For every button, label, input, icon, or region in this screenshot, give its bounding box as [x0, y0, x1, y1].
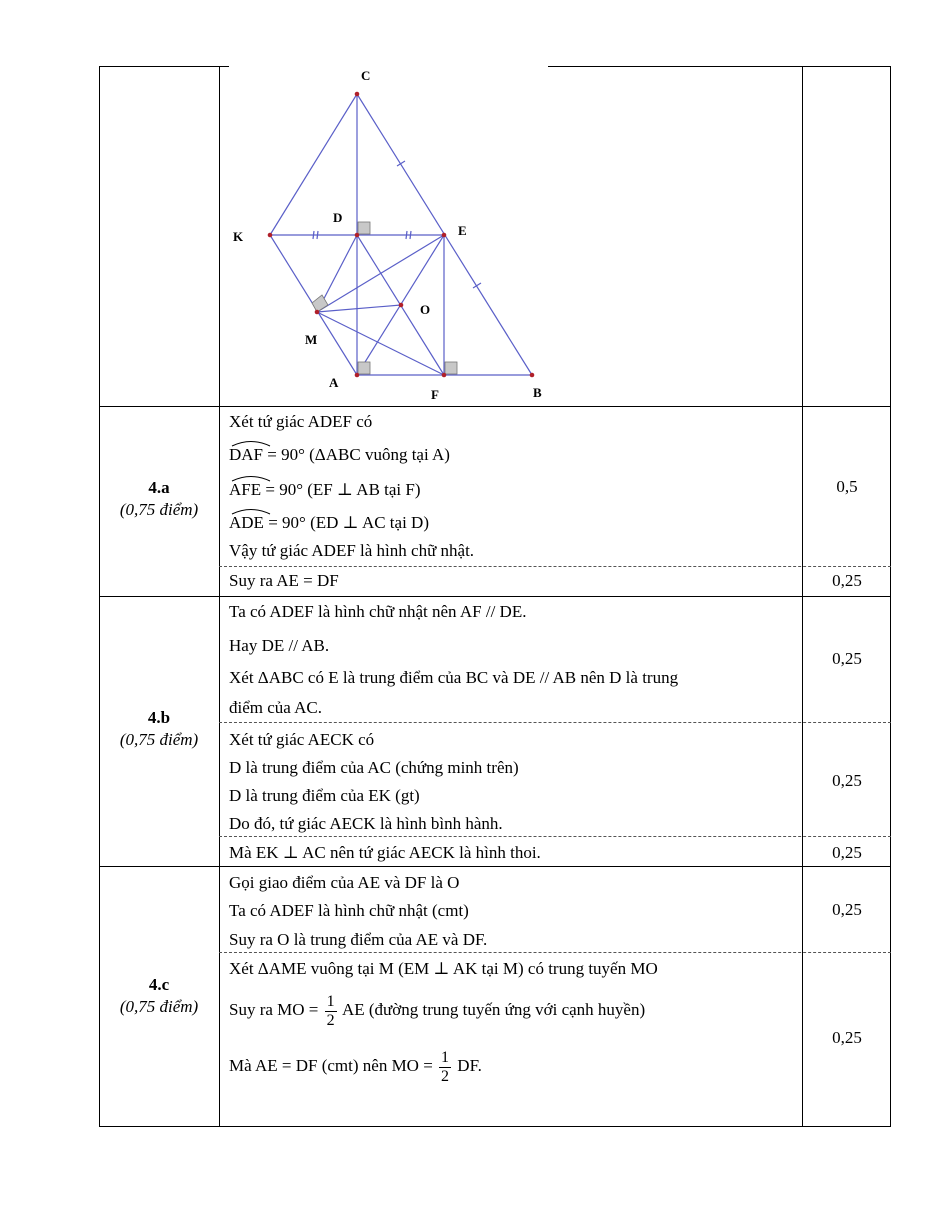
- fraction-numerator: 1: [441, 1048, 450, 1066]
- dashed-separator-4b-1: [219, 722, 891, 723]
- q4a-line-2: [229, 445, 450, 465]
- table-top-border-right: [548, 66, 891, 67]
- label-D: D: [333, 210, 343, 225]
- fraction-one-half: [325, 993, 337, 1030]
- right-angle-M: [312, 295, 328, 312]
- q4a-line-1: Xét tứ giác ADEF có: [229, 412, 373, 431]
- q4c-line-1: Gọi giao điểm của AE và DF là O: [229, 873, 460, 892]
- label-E: E: [458, 223, 467, 238]
- label-K: K: [233, 229, 244, 244]
- q4c-line-5-start: Suy ra MO =: [229, 1000, 319, 1019]
- fraction-denominator: 2: [326, 1011, 335, 1029]
- question-number: 4.c: [148, 975, 170, 994]
- q4b-line-7: D là trung điểm của EK (gt): [229, 786, 420, 805]
- fraction-denominator: 2: [441, 1067, 450, 1085]
- label-M: M: [305, 332, 318, 347]
- q4a-line-6: Suy ra AE = DF: [229, 571, 339, 590]
- table-bottom-border: [99, 1126, 891, 1127]
- q4c-line-5: [229, 988, 645, 1032]
- label-F: F: [431, 387, 439, 402]
- q4b-line-6: D là trung điểm của AC (chứng minh trên): [229, 758, 519, 777]
- table-top-border-left: [99, 66, 229, 67]
- q4c-line-2: Ta có ADEF là hình chữ nhật (cmt): [229, 901, 469, 920]
- q4b-line-9: Mà EK ⊥ AC nên tứ giác AECK là hình thoi.: [229, 843, 541, 862]
- row-separator-figure: [99, 406, 891, 407]
- row-separator-4a: [99, 596, 891, 597]
- q4a-score-1: 0,5: [836, 477, 858, 496]
- q4b-score-1: 0,25: [832, 649, 862, 668]
- question-points: (0,75 điểm): [119, 997, 199, 1016]
- q4b-line-2: Hay DE // AB.: [229, 636, 330, 655]
- right-angle-F: [445, 362, 457, 374]
- q4a-line-4-text: ADE = 90° (ED ⊥ AC tại D): [229, 513, 429, 532]
- segment-CK: [270, 94, 357, 235]
- q4b-line-4: điểm của AC.: [229, 698, 323, 717]
- label-O: O: [420, 302, 431, 317]
- question-4c-label: [99, 974, 219, 1018]
- right-angle-A: [358, 362, 370, 374]
- q4b-line-1: Ta có ADEF là hình chữ nhật nên AF // DE.: [229, 602, 527, 621]
- q4a-line-3: [229, 480, 421, 500]
- q4c-line-4: Xét ΔAME vuông tại M (EM ⊥ AK tại M) có trung tuyến MO: [229, 959, 658, 978]
- question-4a-label: [99, 477, 219, 521]
- fraction-one-half: [439, 1049, 451, 1086]
- angle-arc: [231, 439, 271, 447]
- q4b-line-3: Xét ΔABC có E là trung điểm của BC và DE // AB nên D là trung: [229, 668, 679, 687]
- q4b-line-8: Do đó, tứ giác AECK là hình bình hành.: [229, 814, 503, 833]
- q4a-line-2-text: DAF = 90° (ΔABC vuông tại A): [229, 445, 450, 464]
- angle-arc: [231, 474, 271, 482]
- label-C: C: [361, 68, 371, 83]
- question-4b-label: [99, 707, 219, 751]
- question-number: 4.a: [148, 478, 170, 497]
- question-points: (0,75 điểm): [119, 500, 199, 519]
- q4c-line-6-start: Mà AE = DF (cmt) nên MO =: [229, 1056, 433, 1075]
- question-points: (0,75 điểm): [119, 730, 199, 749]
- q4c-score-1: 0,25: [832, 900, 862, 919]
- q4c-line-3: Suy ra O là trung điểm của AE và DF.: [229, 930, 488, 949]
- segment-MO: [317, 305, 401, 312]
- q4c-score-2: 0,25: [832, 1028, 862, 1047]
- label-B: B: [533, 385, 542, 400]
- q4a-line-4: [229, 513, 429, 533]
- q4b-line-5: Xét tứ giác AECK có: [229, 730, 375, 749]
- q4c-line-6-end: DF.: [457, 1056, 482, 1075]
- q4b-score-2: 0,25: [832, 771, 862, 790]
- label-A: A: [329, 375, 339, 390]
- dashed-separator-4c: [219, 952, 891, 953]
- q4c-line-6: [229, 1044, 482, 1088]
- segment-ME: [317, 235, 444, 312]
- dashed-separator-4a: [219, 566, 891, 567]
- fraction-numerator: 1: [326, 992, 335, 1010]
- q4a-line-3-text: AFE = 90° (EF ⊥ AB tại F): [229, 480, 421, 499]
- q4b-score-3: 0,25: [832, 843, 862, 862]
- q4a-score-2: 0,25: [832, 571, 862, 590]
- question-number: 4.b: [147, 708, 171, 727]
- row-separator-4b: [99, 866, 891, 867]
- dashed-separator-4b-2: [219, 836, 891, 837]
- q4c-line-5-end: AE (đường trung tuyến ứng với cạnh huyền): [341, 1000, 646, 1019]
- geometry-figure: [221, 66, 551, 406]
- q4a-line-5: Vậy tứ giác ADEF là hình chữ nhật.: [229, 541, 475, 560]
- angle-arc: [231, 507, 271, 515]
- right-angle-D: [358, 222, 370, 234]
